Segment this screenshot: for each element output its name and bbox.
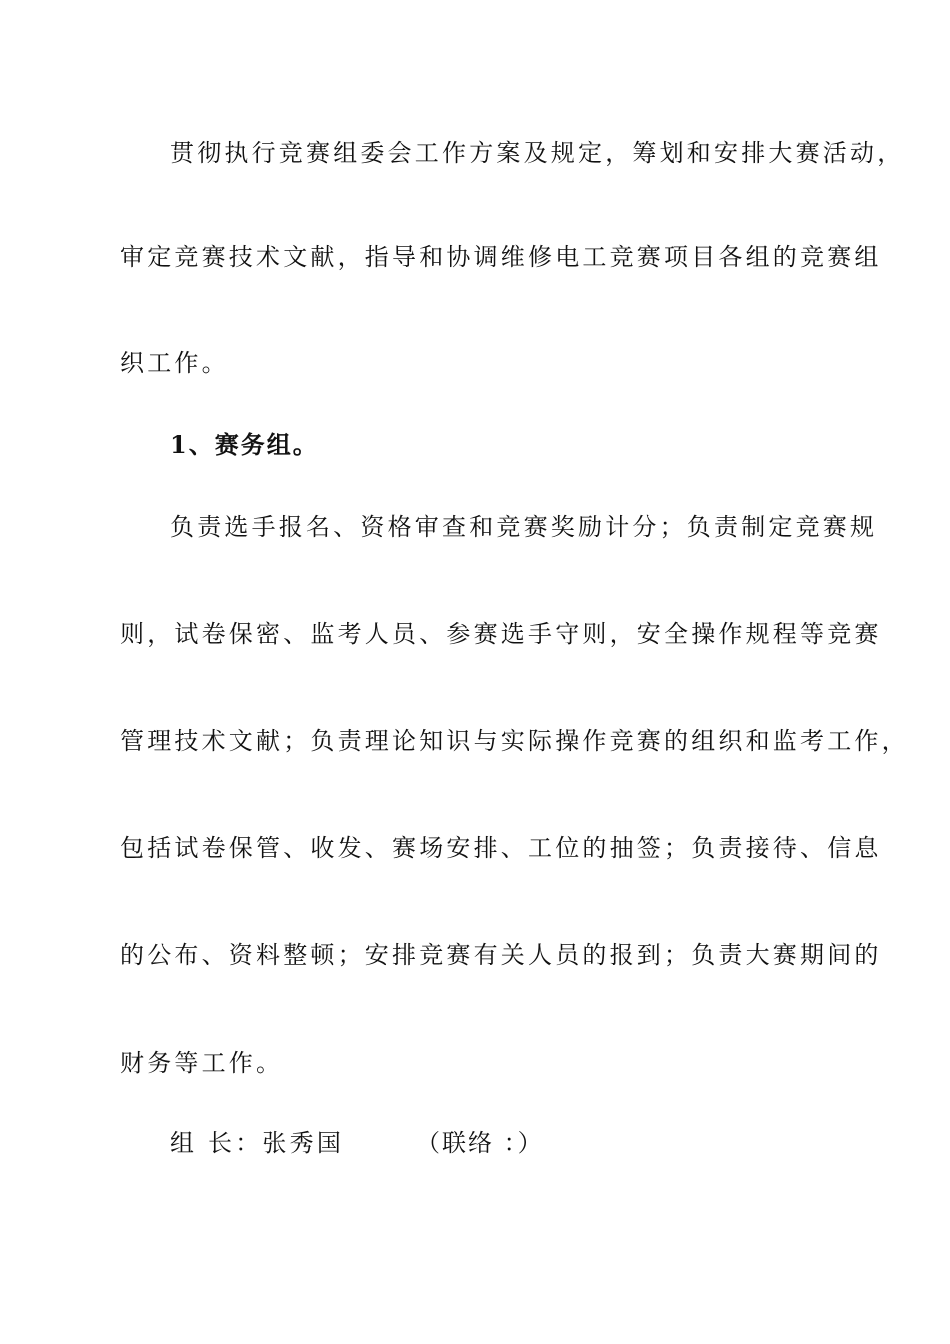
duties-line-6: 财务等工作。 <box>120 1049 284 1077</box>
duties-line-1: 负责选手报名、资格审查和竞赛奖励计分；负责制定竞赛规 <box>170 513 878 541</box>
leader-label: 组 长：张秀国 <box>170 1129 345 1157</box>
leader-contact: （联络 ：） <box>416 1129 544 1157</box>
duties-line-4: 包括试卷保管、收发、赛场安排、工位的抽签；负责接待、信息 <box>120 834 882 862</box>
duties-line-5: 的公布、资料整顿；安排竞赛有关人员的报到；负责大赛期间的 <box>120 941 882 969</box>
section-heading: 1、赛务组。 <box>170 430 319 459</box>
leader-line <box>170 1128 900 1158</box>
duties-line-3: 管理技术文献；负责理论知识与实际操作竞赛的组织和监考工作， <box>120 727 909 755</box>
intro-line-3: 织工作。 <box>120 349 229 377</box>
intro-line-1: 贯彻执行竞赛组委会工作方案及规定，筹划和安排大赛活动， <box>170 139 905 167</box>
intro-line-2: 审定竞赛技术文献，指导和协调维修电工竞赛项目各组的竞赛组 <box>120 243 882 271</box>
duties-line-2: 则，试卷保密、监考人员、参赛选手守则，安全操作规程等竞赛 <box>120 620 882 648</box>
